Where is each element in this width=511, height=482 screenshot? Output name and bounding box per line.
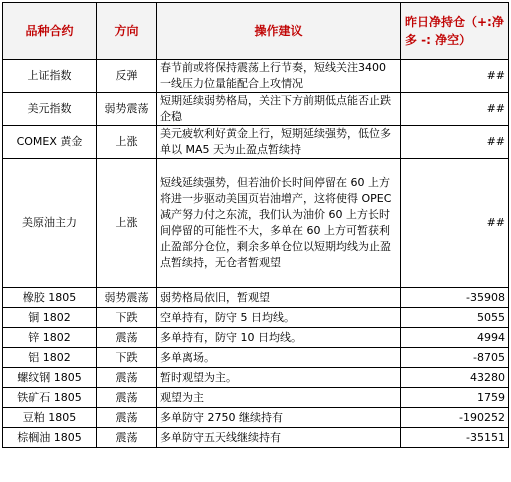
cell-direction: 弱势震荡 [97,93,157,126]
cell-advice: 春节前或将保持震荡上行节奏，短线关注3400 一线压力位量能配合上攻情况 [157,60,401,93]
cell-name: 豆粕 1805 [3,408,97,428]
cell-advice: 观望为主 [157,388,401,408]
cell-advice: 多单离场。 [157,348,401,368]
cell-net-position: -35908 [401,288,509,308]
table-row [3,408,509,428]
cell-name: COMEX 黄金 [3,126,97,159]
table-row [3,159,509,288]
cell-direction: 弱势震荡 [97,288,157,308]
cell-direction: 反弹 [97,60,157,93]
cell-advice: 暂时观望为主。 [157,368,401,388]
cell-net-position: 1759 [401,388,509,408]
cell-net-position: ## [401,159,509,288]
cell-direction: 震荡 [97,388,157,408]
cell-advice: 弱势格局依旧，暂观望 [157,288,401,308]
table-row [3,288,509,308]
cell-advice: 短期延续弱势格局，关注下方前期低点能否止跌企稳 [157,93,401,126]
cell-name: 橡胶 1805 [3,288,97,308]
table-row [3,60,509,93]
cell-name: 美元指数 [3,93,97,126]
cell-net-position: 43280 [401,368,509,388]
cell-advice: 多单防守 2750 继续持有 [157,408,401,428]
cell-advice: 多单防守五天线继续持有 [157,428,401,448]
cell-name: 美原油主力 [3,159,97,288]
cell-name: 铁矿石 1805 [3,388,97,408]
cell-direction: 震荡 [97,408,157,428]
table-row [3,93,509,126]
cell-advice: 空单持有，防守 5 日均线。 [157,308,401,328]
header-direction: 方向 [97,3,157,60]
cell-direction: 震荡 [97,328,157,348]
table-row [3,368,509,388]
cell-net-position: 4994 [401,328,509,348]
cell-advice: 多单持有，防守 10 日均线。 [157,328,401,348]
cell-net-position: ## [401,93,509,126]
header-net-position: 昨日净持仓（+:净多 -: 净空） [401,3,509,60]
table-row [3,428,509,448]
table-header [3,3,509,60]
header-advice: 操作建议 [157,3,401,60]
cell-net-position: 5055 [401,308,509,328]
table-row [3,126,509,159]
cell-name: 棕榈油 1805 [3,428,97,448]
cell-direction: 下跌 [97,308,157,328]
cell-direction: 震荡 [97,368,157,388]
cell-name: 上证指数 [3,60,97,93]
table-row [3,328,509,348]
table-body [3,60,509,448]
cell-net-position: -8705 [401,348,509,368]
table-row [3,348,509,368]
cell-direction: 震荡 [97,428,157,448]
cell-direction: 上涨 [97,159,157,288]
cell-net-position: ## [401,126,509,159]
cell-net-position: -35151 [401,428,509,448]
cell-name: 铜 1802 [3,308,97,328]
table-row [3,388,509,408]
strategy-table [2,2,509,448]
cell-advice: 短线延续强势，但若油价长时间停留在 60 上方将进一步驱动美国页岩油增产，这将使得 OPEC 减产努力付之东流，我们认为油价 60 上方长时间停留的可能性不大，多单在 60 上方可暂获利止盈部分仓位，剩余多单仓位以短期均线为止盈点暂续持，无仓者暂观望 [157,159,401,288]
cell-name: 锌 1802 [3,328,97,348]
cell-direction: 下跌 [97,348,157,368]
cell-net-position: -190252 [401,408,509,428]
cell-direction: 上涨 [97,126,157,159]
cell-name: 铝 1802 [3,348,97,368]
cell-net-position: ## [401,60,509,93]
table-row [3,308,509,328]
header-name: 品种合约 [3,3,97,60]
cell-name: 螺纹钢 1805 [3,368,97,388]
header-row [3,3,509,60]
cell-advice: 美元疲软利好黄金上行，短期延续强势，低位多单以 MA5 天为止盈点暂续持 [157,126,401,159]
